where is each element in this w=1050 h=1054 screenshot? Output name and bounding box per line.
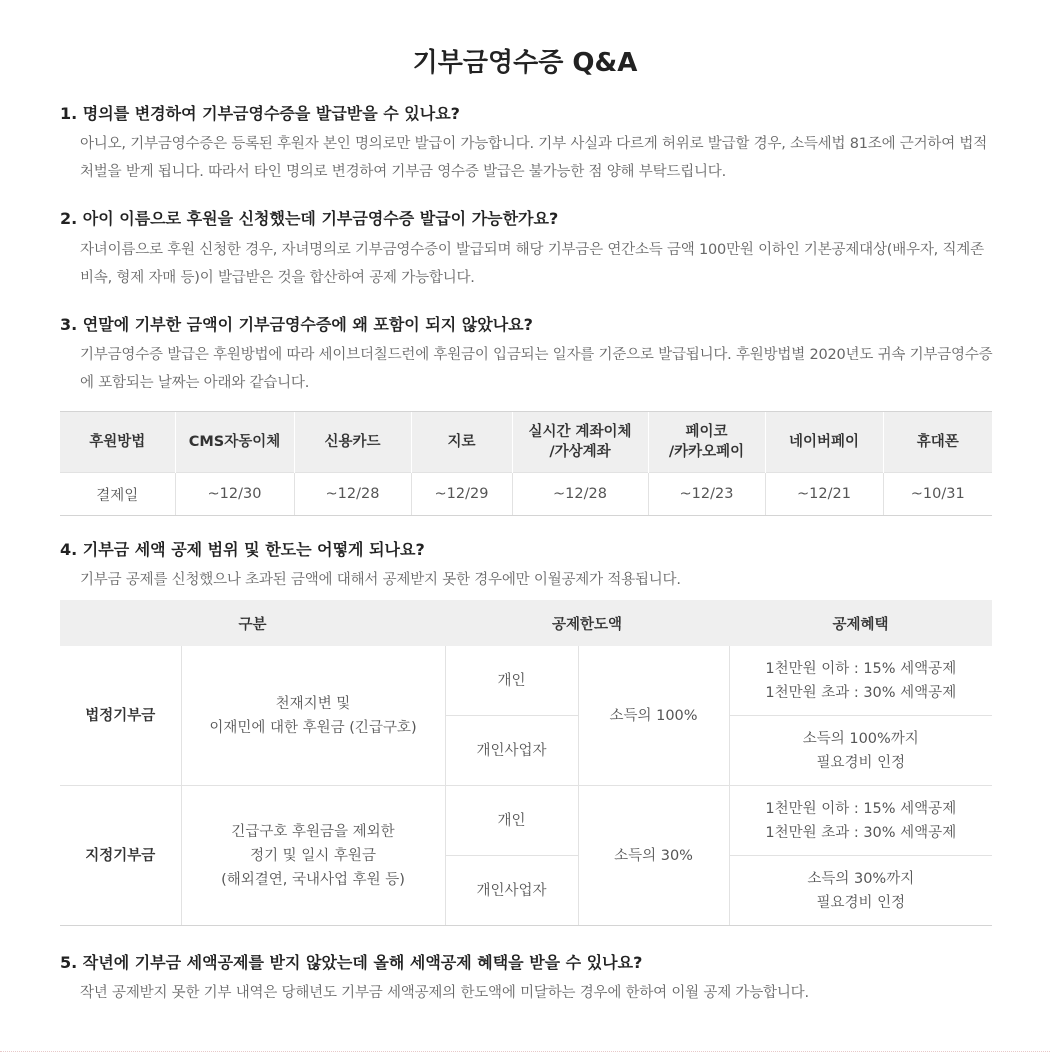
deduction-table bbox=[60, 600, 992, 926]
benefit-business: 소득의 100%까지 필요경비 인정 bbox=[729, 716, 992, 786]
benefit-individual: 1천만원 이하 : 15% 세액공제 1천만원 초과 : 30% 세액공제 bbox=[729, 646, 992, 716]
payment-method-credit-card: 신용카드 bbox=[294, 412, 411, 473]
faq-answer-3: 기부금영수증 발급은 후원방법에 따라 세이브더칠드런에 후원금이 입금되는 일자를 기준으로 발급됩니다. 후원방법별 2020년도 귀속 기부금영수증에 포함되는 날짜는 아래와 같습니다. bbox=[80, 347, 993, 391]
payment-date-mobile: ~10/31 bbox=[883, 473, 992, 516]
group-name-statutory: 법정기부금 bbox=[60, 646, 181, 786]
payment-date-credit-card: ~12/28 bbox=[294, 473, 411, 516]
group-description-statutory: 천재지변 및 이재민에 대한 후원금 (긴급구호) bbox=[181, 646, 445, 786]
group-name-designated: 지정기부금 bbox=[60, 786, 181, 926]
payment-method-cms: CMS자동이체 bbox=[175, 412, 294, 473]
donor-type-individual: 개인 bbox=[445, 786, 578, 856]
benefit-individual: 1천만원 이하 : 15% 세액공제 1천만원 초과 : 30% 세액공제 bbox=[729, 786, 992, 856]
faq-question-2: 2. 아이 이름으로 후원을 신청했는데 기부금영수증 발급이 가능한가요? bbox=[60, 209, 559, 228]
payment-table-header-row bbox=[60, 412, 992, 473]
faq-answer-4: 기부금 공제를 신청했으나 초과된 금액에 대해서 공제받지 못한 경우에만 이월공제가 적용됩니다. bbox=[80, 572, 681, 588]
group-limit-statutory: 소득의 100% bbox=[578, 646, 729, 786]
faq-question-3: 3. 연말에 기부한 금액이 기부금영수증에 왜 포함이 되지 않았나요? bbox=[60, 315, 533, 334]
faq-question-1: 1. 명의를 변경하여 기부금영수증을 발급받을 수 있나요? bbox=[60, 104, 460, 123]
payment-table-date-row bbox=[60, 473, 992, 516]
faq-question-4: 4. 기부금 세액 공제 범위 및 한도는 어떻게 되나요? bbox=[60, 540, 425, 559]
faq-answer-1: 아니오, 기부금영수증은 등록된 후원자 본인 명의로만 발급이 가능합니다. 기부 사실과 다르게 허위로 발급할 경우, 소득세법 81조에 근거하여 법적 처벌을 받게 됩니다. 따라서 타인 명의로 변경하여 기부금 영수증 발급은 불가능한 점 양해 부탁드립니다. bbox=[80, 136, 988, 180]
faq-question-5: 5. 작년에 기부금 세액공제를 받지 않았는데 올해 세액공제 혜택을 받을 수 있나요? bbox=[60, 953, 643, 972]
payment-date-label: 결제일 bbox=[60, 473, 175, 516]
bottom-divider bbox=[0, 1051, 1050, 1052]
deduction-header-limit: 공제한도액 bbox=[445, 600, 729, 646]
payment-date-bank-transfer: ~12/28 bbox=[512, 473, 648, 516]
donor-type-business: 개인사업자 bbox=[445, 716, 578, 786]
payment-date-naverpay: ~12/21 bbox=[765, 473, 883, 516]
deduction-row bbox=[60, 786, 992, 856]
payment-method-bank-transfer: 실시간 계좌이체 /가상계좌 bbox=[512, 412, 648, 473]
payment-date-table bbox=[60, 411, 992, 516]
group-description-designated: 긴급구호 후원금을 제외한 정기 및 일시 후원금 (해외결연, 국내사업 후원 등) bbox=[181, 786, 445, 926]
group-limit-designated: 소득의 30% bbox=[578, 786, 729, 926]
benefit-business: 소득의 30%까지 필요경비 인정 bbox=[729, 856, 992, 926]
donor-type-individual: 개인 bbox=[445, 646, 578, 716]
payment-method-naverpay: 네이버페이 bbox=[765, 412, 883, 473]
deduction-table-header-row bbox=[60, 600, 992, 646]
payment-method-header: 후원방법 bbox=[60, 412, 175, 473]
payment-method-payco-kakaopay: 페이코 /카카오페이 bbox=[648, 412, 765, 473]
deduction-row bbox=[60, 646, 992, 716]
page-title: 기부금영수증 Q&A bbox=[412, 48, 638, 78]
donor-type-business: 개인사업자 bbox=[445, 856, 578, 926]
payment-date-payco-kakaopay: ~12/23 bbox=[648, 473, 765, 516]
payment-method-giro: 지로 bbox=[411, 412, 512, 473]
faq-answer-5: 작년 공제받지 못한 기부 내역은 당해년도 기부금 세액공제의 한도액에 미달하는 경우에 한하여 이월 공제 가능합니다. bbox=[80, 985, 809, 1001]
deduction-header-category: 구분 bbox=[60, 600, 445, 646]
payment-date-giro: ~12/29 bbox=[411, 473, 512, 516]
deduction-header-benefit: 공제혜택 bbox=[729, 600, 992, 646]
faq-answer-2: 자녀이름으로 후원 신청한 경우, 자녀명의로 기부금영수증이 발급되며 해당 기부금은 연간소득 금액 100만원 이하인 기본공제대상(배우자, 직계존비속, 형제 자매 등)이 발급받은 것을 합산하여 공제 가능합니다. bbox=[80, 242, 984, 286]
payment-method-mobile: 휴대폰 bbox=[883, 412, 992, 473]
payment-date-cms: ~12/30 bbox=[175, 473, 294, 516]
